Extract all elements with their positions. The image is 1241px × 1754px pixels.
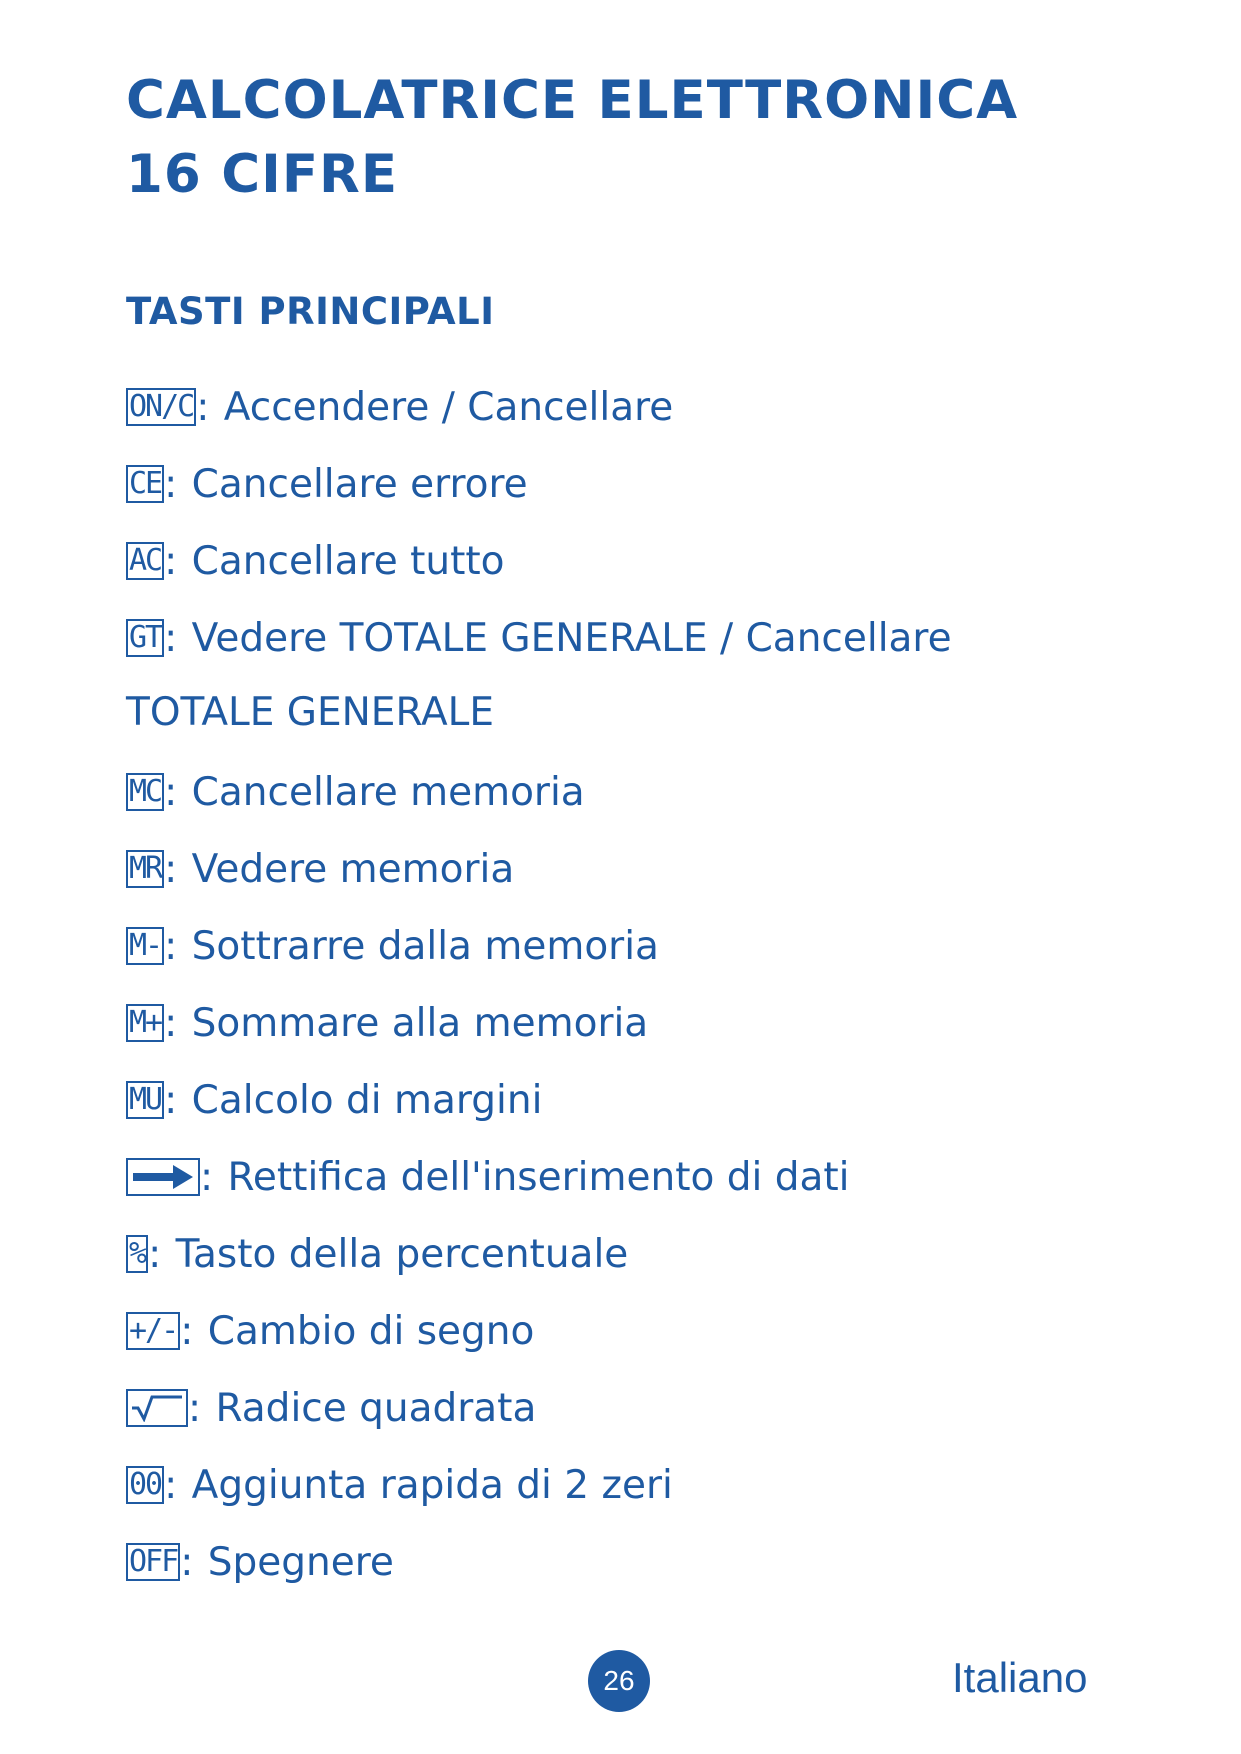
key-separator: : <box>164 615 178 661</box>
key-separator: : <box>196 384 210 430</box>
key-description: Aggiunta rapida di 2 zeri <box>191 1462 673 1508</box>
key-separator: : <box>164 923 178 969</box>
key-separator: : <box>164 1077 178 1123</box>
key-plus-minus: +/- <box>126 1312 180 1350</box>
key-row-percent <box>126 1229 628 1279</box>
key-separator: : <box>164 461 178 507</box>
key-description: Cancellare memoria <box>191 769 585 815</box>
key-description: Spegnere <box>207 1539 394 1585</box>
key-row-plus-minus <box>126 1306 534 1356</box>
square-root-icon <box>126 1389 188 1427</box>
key-row-m-minus <box>126 921 659 971</box>
title-line-1: CALCOLATRICE ELETTRONICA <box>126 70 1019 131</box>
key-description: Radice quadrata <box>215 1385 537 1431</box>
section-heading: TASTI PRINCIPALI <box>126 290 495 333</box>
key-description: Sottrarre dalla memoria <box>191 923 659 969</box>
key-ce: CE <box>126 465 164 503</box>
key-off: OFF <box>126 1543 180 1581</box>
key-separator: : <box>164 769 178 815</box>
key-description: Cambio di segno <box>207 1308 535 1354</box>
key-row-mc <box>126 767 585 817</box>
page-number-badge: 26 <box>588 1650 650 1712</box>
key-separator: : <box>148 1231 162 1277</box>
key-separator: : <box>164 846 178 892</box>
key-row-mu <box>126 1075 542 1125</box>
key-double-zero: 00 <box>126 1466 164 1504</box>
key-row-gt <box>126 613 952 663</box>
title-line-2: 16 CIFRE <box>126 144 399 205</box>
key-on-c: ON/C <box>126 388 196 426</box>
key-separator: : <box>180 1308 194 1354</box>
key-gt: GT <box>126 619 164 657</box>
key-m-plus: M+ <box>126 1004 164 1042</box>
key-mc: MC <box>126 773 164 811</box>
key-description-continuation: TOTALE GENERALE <box>126 690 495 735</box>
key-description: Rettifica dell'inserimento di dati <box>227 1154 850 1200</box>
key-row-off <box>126 1537 394 1587</box>
key-description: Cancellare tutto <box>191 538 505 584</box>
key-row-ce <box>126 459 528 509</box>
key-separator: : <box>164 1462 178 1508</box>
key-separator: : <box>164 1000 178 1046</box>
key-separator: : <box>200 1154 214 1200</box>
key-row-double-zero <box>126 1460 673 1510</box>
key-ac: AC <box>126 542 164 580</box>
page-title <box>126 64 1018 212</box>
key-description: Calcolo di margini <box>191 1077 543 1123</box>
right-arrow-icon <box>126 1158 200 1196</box>
key-row-on-c <box>126 382 673 432</box>
key-m-minus: M- <box>126 927 164 965</box>
key-separator: : <box>180 1539 194 1585</box>
key-description: Tasto della percentuale <box>175 1231 629 1277</box>
key-row-arrow <box>126 1152 850 1202</box>
key-row-m-plus <box>126 998 648 1048</box>
key-mr: MR <box>126 850 164 888</box>
key-description: Cancellare errore <box>191 461 528 507</box>
key-row-sqrt <box>126 1383 536 1433</box>
language-label: Italiano <box>952 1654 1088 1701</box>
key-row-mr <box>126 844 514 894</box>
key-separator: : <box>188 1385 202 1431</box>
key-description: Vedere memoria <box>191 846 515 892</box>
key-percent: % <box>126 1235 148 1273</box>
key-description: Sommare alla memoria <box>191 1000 649 1046</box>
key-row-ac <box>126 536 505 586</box>
key-description: Vedere TOTALE GENERALE / Cancellare <box>191 615 952 661</box>
key-separator: : <box>164 538 178 584</box>
key-mu: MU <box>126 1081 164 1119</box>
key-description: Accendere / Cancellare <box>223 384 674 430</box>
